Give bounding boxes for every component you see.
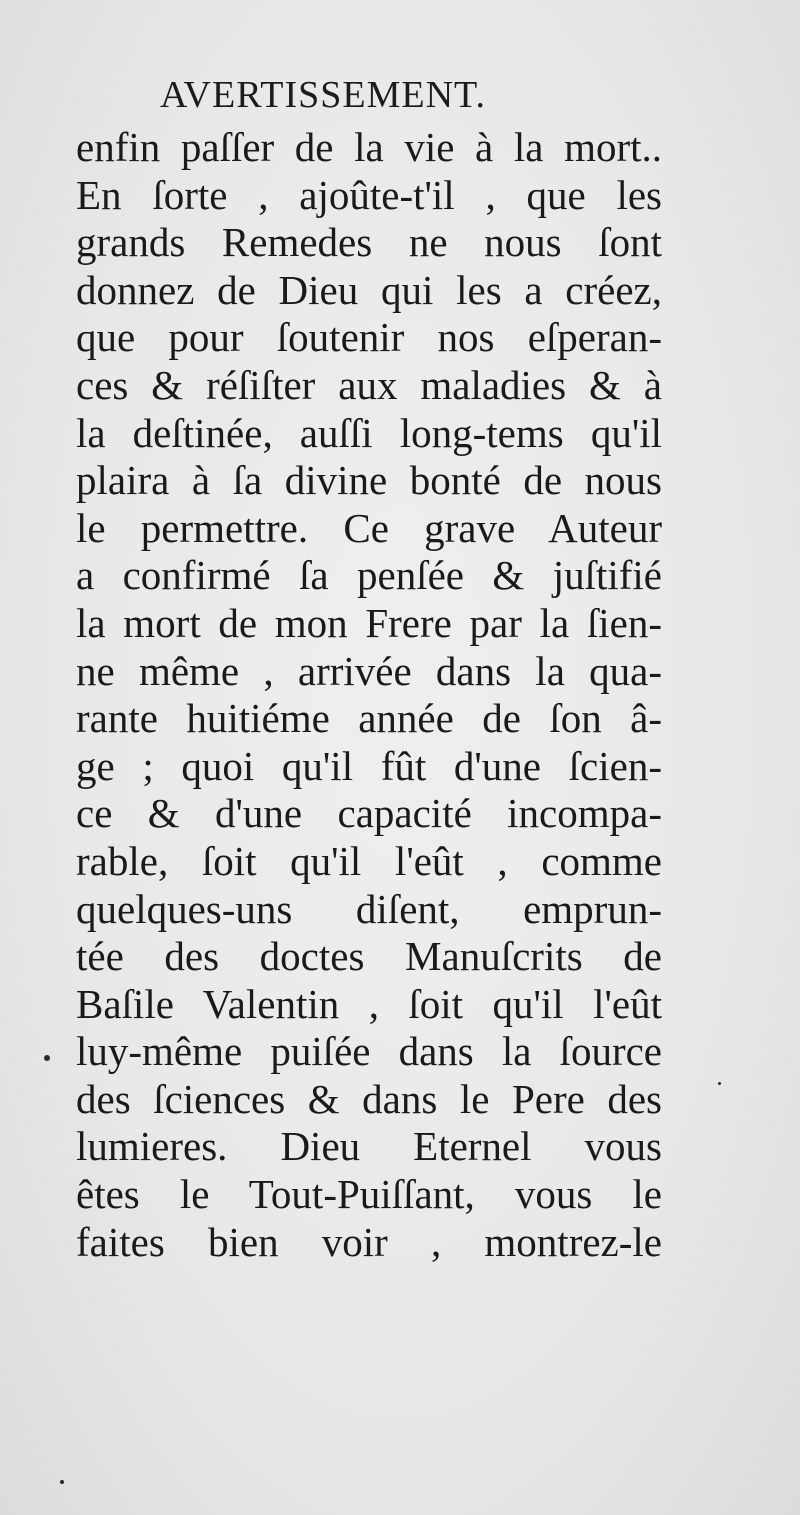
ink-speck — [718, 1082, 721, 1085]
text-line: ne même , arrivée dans la qua- — [76, 647, 662, 694]
text-line: rante huitiéme année de ſon â- — [76, 695, 662, 742]
text-line: la deſtinée, auſſi long-tems qu'il — [76, 409, 662, 456]
ink-speck — [60, 1480, 64, 1484]
text-line: quelques-uns diſent, emprun- — [76, 885, 662, 932]
text-line: luy-même puiſée dans la ſource — [76, 1028, 662, 1075]
text-line: lumieres. Dieu Eternel vous — [76, 1123, 662, 1170]
text-line: grands Remedes ne nous ſont — [76, 219, 662, 266]
text-line: rable, ſoit qu'il l'eût , comme — [76, 837, 662, 884]
body-text — [76, 124, 662, 1266]
text-line: tée des doctes Manuſcrits de — [76, 933, 662, 980]
text-line: enfin paſſer de la vie à la mort.. — [76, 124, 662, 170]
text-line: le permettre. Ce grave Auteur — [76, 504, 662, 551]
text-line: ce & d'une capacité incompa- — [76, 790, 662, 837]
text-line: la mort de mon Frere par la ſien- — [76, 599, 662, 646]
text-line: a confirmé ſa penſée & juſtifié — [76, 552, 662, 599]
text-line: ces & réſiſter aux maladies & à — [76, 361, 662, 408]
text-line: Baſile Valentin , ſoit qu'il l'eût — [76, 980, 662, 1027]
text-line: donnez de Dieu qui les a créez, — [76, 266, 662, 313]
text-line: plaira à ſa divine bonté de nous — [76, 457, 662, 504]
text-line: que pour ſoutenir nos eſperan- — [76, 314, 662, 361]
text-line: êtes le Tout-Puiſſant, vous le — [76, 1171, 662, 1218]
text-line: En ſorte , ajoûte-t'il , que les — [76, 171, 662, 218]
text-line: des ſciences & dans le Pere des — [76, 1075, 662, 1122]
running-header: AVERTISSEMENT. — [160, 74, 486, 116]
text-line: ge ; quoi qu'il fût d'une ſcien- — [76, 742, 662, 789]
text-line: faites bien voir , montrez-le — [76, 1218, 662, 1265]
ink-speck — [44, 1055, 50, 1061]
